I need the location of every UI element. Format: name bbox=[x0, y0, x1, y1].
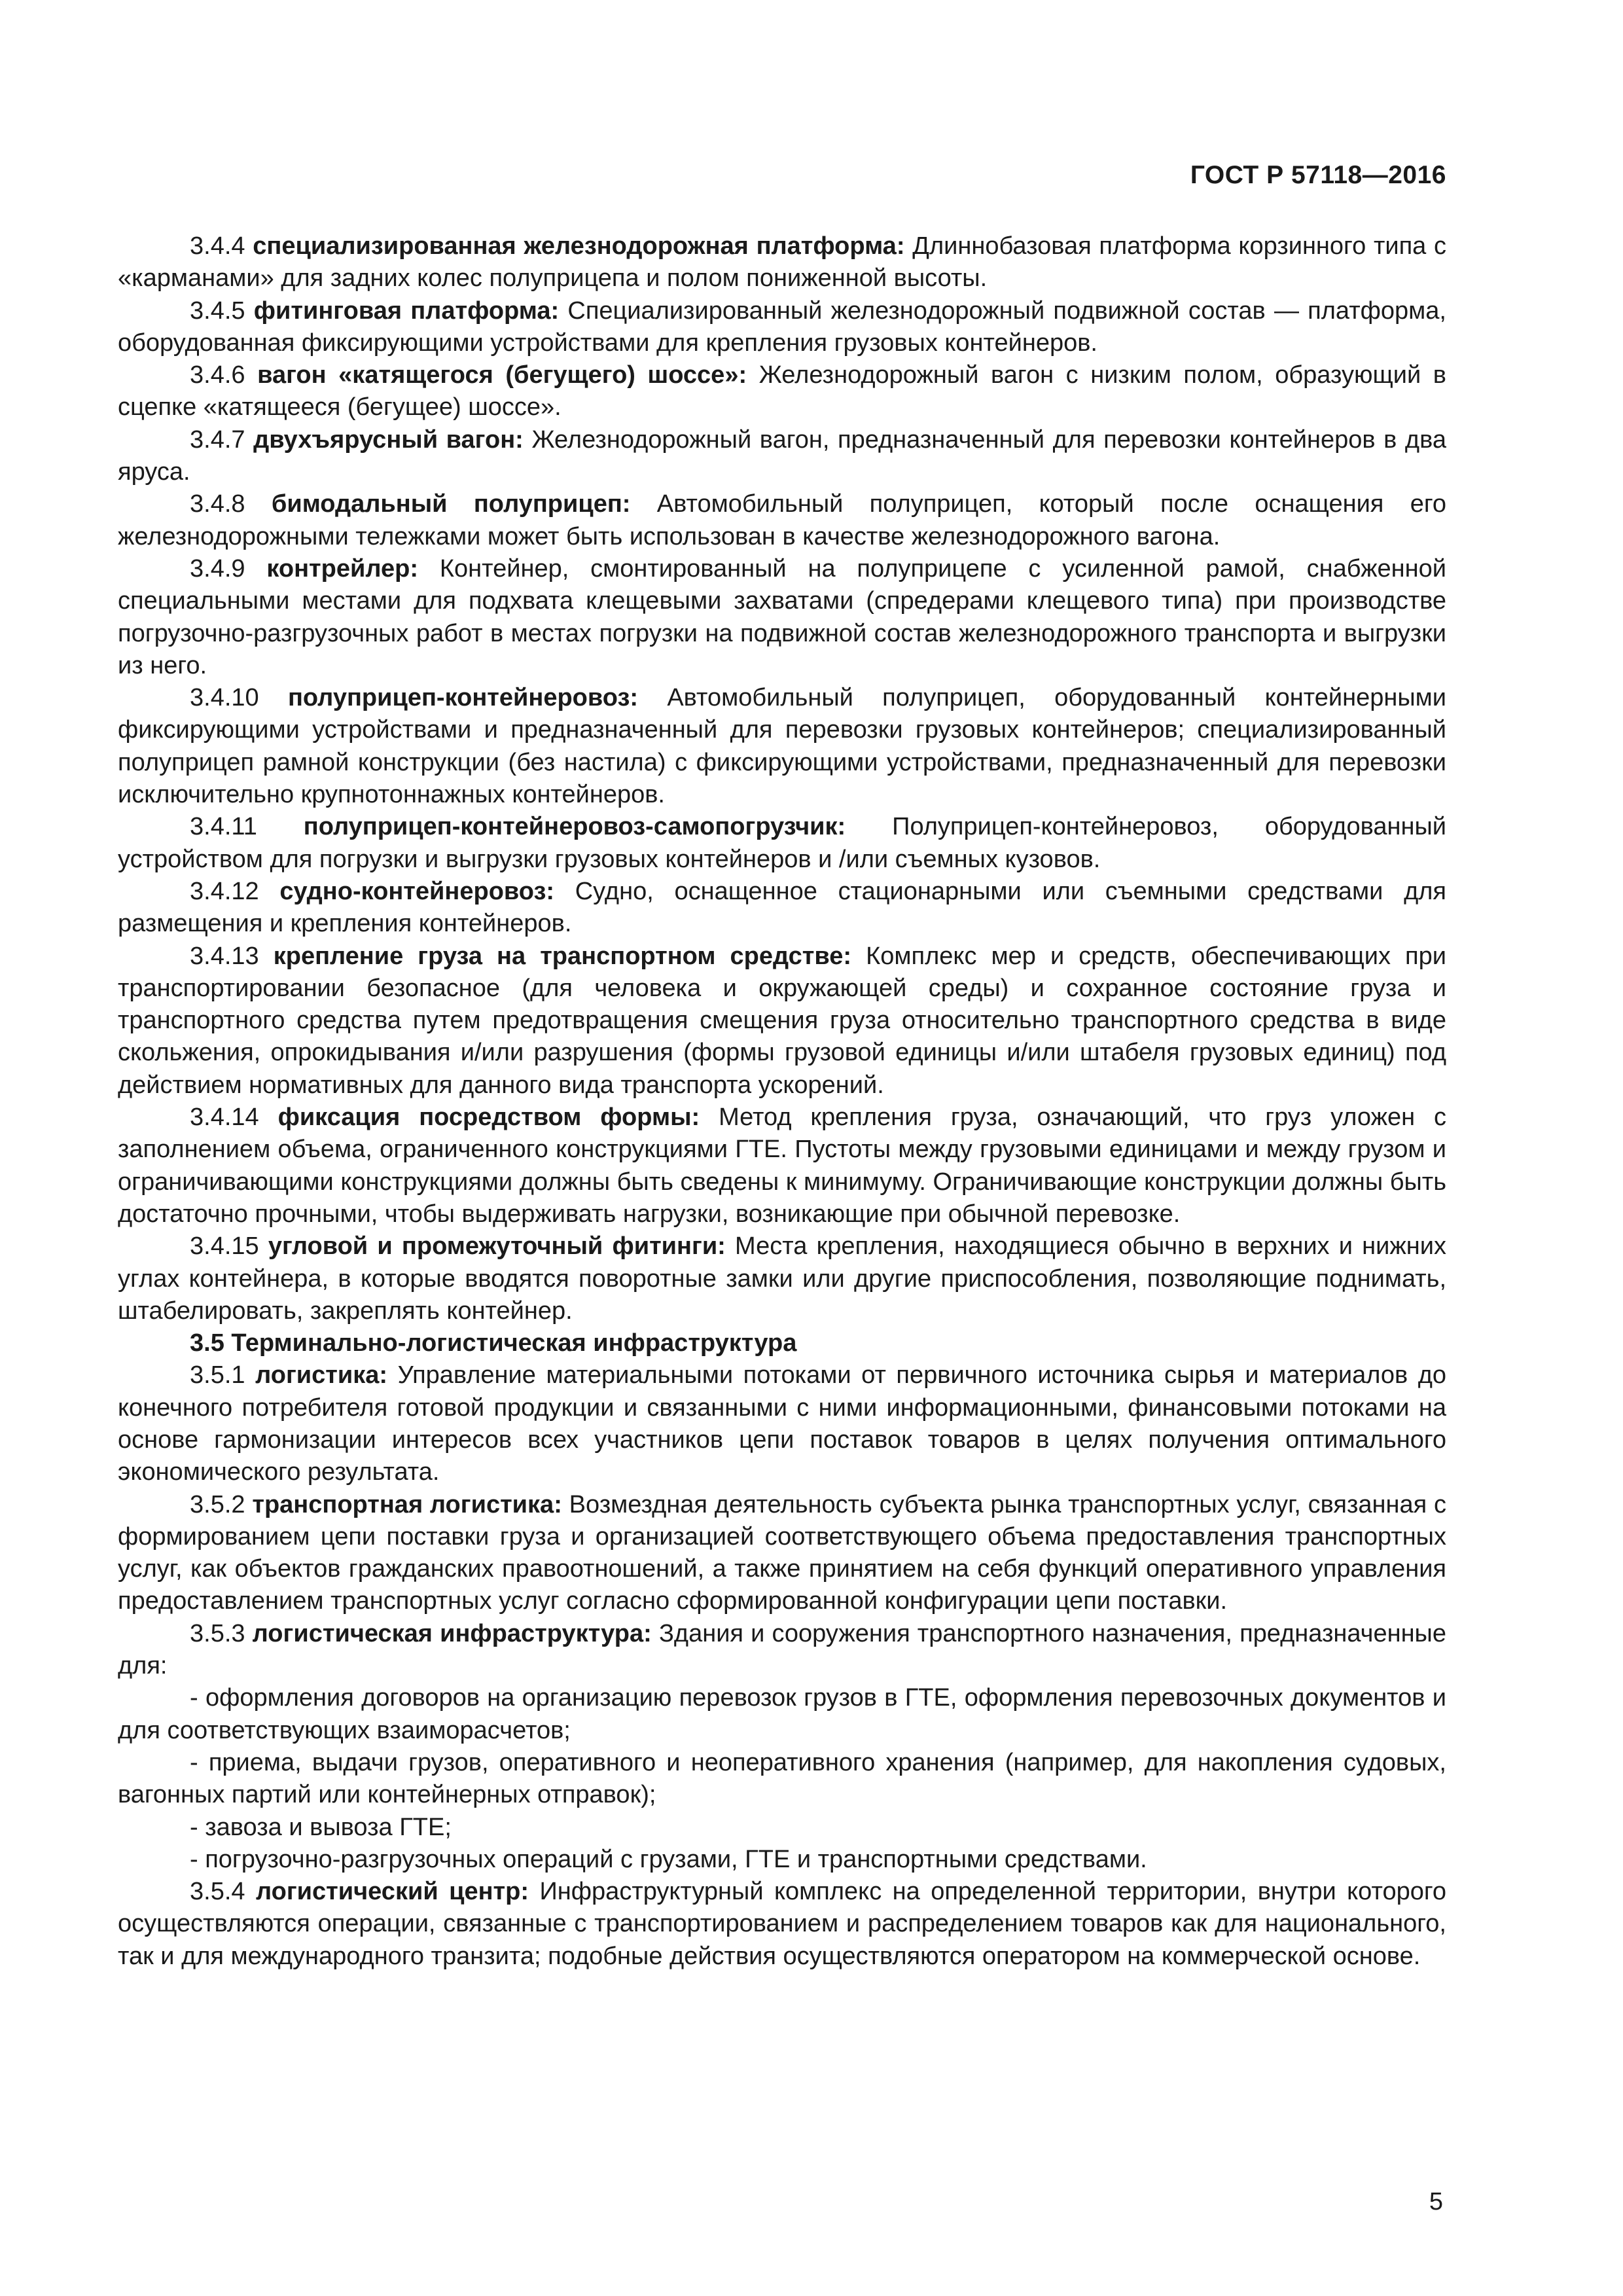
definition-text: Железнодорожный вагон, предназначенный для перевозки контейнеров в два яруса. bbox=[118, 425, 1447, 486]
clause-number: 3.5.2 bbox=[190, 1490, 245, 1518]
clause-number: 3.5.3 bbox=[190, 1619, 245, 1647]
document-body bbox=[118, 230, 1446, 1973]
definition-text: Возмездная деятельность субъекта рынка транспортных услуг, связанная с формированием цепи поставки груза и организацией соответствующего объема предоставления транспортных услуг, как объектов гражданских правоотношений, а также принятием на себя функций оперативного управления предоставлением транспортных услуг согласно сформированной конфигурации цепи поставки. bbox=[118, 1490, 1447, 1615]
clause-number: 3.4.11 bbox=[190, 813, 257, 841]
clause-number: 3.4.9 bbox=[190, 554, 245, 583]
definition-paragraph bbox=[118, 295, 1446, 360]
definitions-group-3-5-tail bbox=[118, 1876, 1446, 1973]
definition-text: Комплекс мер и средств, обеспечивающих при транспортировании безопасное (для человека и окружающей среды) и сохранное состояние груза и транспортного средства путем предотвращения смещения груза относительно транспортного средства в виде скольжения, опрокидывания и/или разрушения (формы грузовой единицы и/или штабеля грузовых единиц) под действием нормативных для данного вида транспорта ускорений. bbox=[118, 942, 1446, 1099]
definition-text: Специализированный железнодорожный подвижной состав — платформа, оборудованная фиксирующими устройствами для крепления грузовых контейнеров. bbox=[118, 296, 1446, 357]
definition-paragraph bbox=[118, 811, 1446, 876]
definitions-group-3-4 bbox=[118, 230, 1446, 1327]
list-item: - завоза и вывоза ГТЕ; bbox=[190, 1813, 452, 1841]
clause-number: 3.4.13 bbox=[190, 942, 259, 970]
definition-paragraph bbox=[118, 876, 1446, 941]
clause-number: 3.5.4 bbox=[190, 1878, 245, 1906]
section-heading: 3.5 Терминально-логистическая инфраструктура bbox=[190, 1329, 797, 1357]
infrastructure-purpose-list bbox=[118, 1682, 1446, 1876]
definition-text: Места крепления, находящиеся обычно в верхних и нижних углах контейнера, в которые вводятся поворотные замки или другие приспособления, позволяющие поднимать, штабелировать, закреплять контейнер. bbox=[118, 1232, 1446, 1325]
definition-paragraph bbox=[118, 488, 1446, 553]
defined-term: крепление груза на транспортном средстве: bbox=[273, 942, 852, 970]
clause-number: 3.4.12 bbox=[190, 877, 259, 905]
definition-text: Длиннобазовая платформа корзинного типа с «карманами» для задних колес полуприцепа и полом пониженной высоты. bbox=[118, 232, 1447, 293]
defined-term: угловой и промежуточный фитинги: bbox=[268, 1232, 726, 1261]
definition-text: Здания и сооружения транспортного назначения, предназначенные для: bbox=[118, 1619, 1447, 1680]
definition-text: Управление материальными потоками от первичного источника сырья и материалов до конечного потребителя готовой продукции и связанными с ними информационными, финансовыми потоками на основе гармонизации интересов всех участников цепи поставок товаров в целях получения оптимального экономического результата. bbox=[118, 1361, 1447, 1486]
list-item: - оформления договоров на организацию перевозок грузов в ГТЕ, оформления перевозочных документов и для соответствующих взаиморасчетов; bbox=[118, 1684, 1446, 1744]
definition-paragraph bbox=[118, 553, 1446, 682]
defined-term: логистическая инфраструктура: bbox=[252, 1619, 652, 1647]
clause-number: 3.4.10 bbox=[190, 684, 259, 712]
definition-text: Метод крепления груза, означающий, что груз уложен с заполнением объема, ограниченного конструкциями ГТЕ. Пустоты между грузовыми единицами и между грузом и ограничивающими конструкциями должны быть сведены к минимуму. Ограничивающие конструкции должны быть достаточно прочными, чтобы выдерживать нагрузки, возникающие при обычной перевозке. bbox=[118, 1103, 1447, 1228]
definition-paragraph bbox=[118, 1230, 1446, 1327]
definition-text: Судно, оснащенное стационарными или съемными средствами для размещения и крепления контейнеров. bbox=[118, 877, 1446, 938]
page-number: 5 bbox=[1429, 2188, 1443, 2215]
definition-paragraph bbox=[118, 1102, 1446, 1230]
defined-term: фиксация посредством формы: bbox=[277, 1103, 700, 1132]
defined-term: фитинговая платформа: bbox=[253, 296, 560, 325]
definition-text: Полуприцеп-контейнеровоз, оборудованный устройством для погрузки и выгрузки грузовых контейнеров и /или съемных кузовов. bbox=[118, 813, 1447, 873]
clause-number: 3.4.4 bbox=[190, 232, 245, 260]
defined-term: полуприцеп-контейнеровоз-самопогрузчик: bbox=[303, 813, 846, 841]
definition-paragraph bbox=[118, 941, 1446, 1102]
defined-term: двухъярусный вагон: bbox=[253, 425, 524, 454]
list-item: - погрузочно-разгрузочных операций с грузами, ГТЕ и транспортными средствами. bbox=[190, 1845, 1147, 1873]
definitions-group-3-5 bbox=[118, 1359, 1446, 1682]
clause-number: 3.4.5 bbox=[190, 296, 245, 325]
definition-paragraph bbox=[118, 359, 1446, 424]
defined-term: специализированная железнодорожная платформа: bbox=[253, 232, 905, 260]
definition-paragraph bbox=[118, 1489, 1446, 1618]
definition-paragraph bbox=[118, 1876, 1446, 1973]
defined-term: транспортная логистика: bbox=[252, 1490, 562, 1518]
definition-paragraph bbox=[118, 1618, 1446, 1683]
defined-term: логистика: bbox=[255, 1361, 388, 1390]
defined-term: логистический центр: bbox=[255, 1878, 529, 1906]
definition-text: Контейнер, смонтированный на полуприцепе с усиленной рамой, снабженной специальными местами для подхвата клещевыми захватами (спредерами клещевого типа) при производстве погрузочно-разгрузочных работ в местах погрузки на подвижной состав железнодорожного транспорта и выгрузки из него. bbox=[118, 554, 1447, 679]
clause-number: 3.4.14 bbox=[190, 1103, 259, 1132]
definition-text: Автомобильный полуприцеп, который после оснащения его железнодорожными тележками может быть использован в качестве железнодорожного вагона. bbox=[118, 490, 1446, 550]
definition-text: Инфраструктурный комплекс на определенной территории, внутри которого осуществляются операции, связанные с транспортированием и распределением товаров как для национального, так и для международного транзита; подобные действия осуществляются оператором на коммерческой основе. bbox=[118, 1878, 1447, 1970]
clause-number: 3.4.15 bbox=[190, 1232, 259, 1261]
definition-paragraph bbox=[118, 682, 1446, 811]
defined-term: судно-контейнеровоз: bbox=[279, 877, 555, 905]
document-header: ГОСТ Р 57118—2016 bbox=[1190, 161, 1446, 189]
defined-term: вагон «катящегося (бегущего) шоссе»: bbox=[257, 361, 747, 389]
clause-number: 3.4.6 bbox=[190, 361, 245, 389]
definition-paragraph bbox=[118, 1359, 1446, 1488]
clause-number: 3.5.1 bbox=[190, 1361, 245, 1390]
defined-term: контрейлер: bbox=[266, 554, 419, 583]
definition-text: Автомобильный полуприцеп, оборудованный контейнерными фиксирующими устройствами и предназначенный для перевозки грузовых контейнеров; специализированный полуприцеп рамной конструкции (без настила) с фиксирующими устройствами, предназначенный для перевозки исключительно крупнотоннажных контейнеров. bbox=[118, 684, 1446, 809]
defined-term: полуприцеп-контейнеровоз: bbox=[287, 684, 638, 712]
definition-text: Железнодорожный вагон с низким полом, образующий в сцепке «катящееся (бегущее) шоссе». bbox=[118, 361, 1446, 422]
clause-number: 3.4.7 bbox=[190, 425, 245, 454]
definition-paragraph bbox=[118, 230, 1446, 295]
defined-term: бимодальный полуприцеп: bbox=[271, 490, 631, 518]
list-item: - приема, выдачи грузов, оперативного и неоперативного хранения (например, для накопления судовых, вагонных партий или контейнерных отправок); bbox=[118, 1748, 1446, 1809]
definition-paragraph bbox=[118, 424, 1446, 489]
clause-number: 3.4.8 bbox=[190, 490, 245, 518]
